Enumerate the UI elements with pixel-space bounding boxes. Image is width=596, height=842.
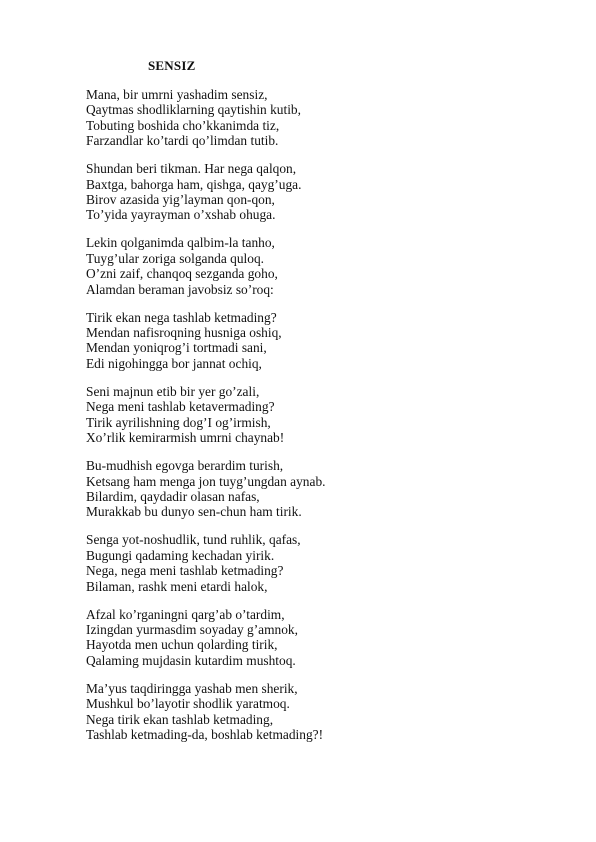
poem-line: Mendan nafisroqning husniga oshiq, [86,325,282,341]
stanza [86,384,566,446]
poem-line: Bilaman, rashk meni etardi halok, [86,578,268,594]
poem-line: Seni majnun etib bir yer go’zali, [86,383,260,399]
poem-line: Tobuting boshida cho’kkanimda tiz, [86,117,280,133]
poem-line: Lekin qolganimda qalbim-la tanho, [86,235,275,251]
poem-line: Qalaming mujdasin kutardim mushtoq. [86,652,296,668]
poem-body [86,87,566,755]
poem-line: Ketsang ham menga jon tuyg’ungdan aynab. [86,473,326,489]
poem-line: Nega, nega meni tashlab ketmading? [86,563,284,579]
poem-line: Baxtga, bahorga ham, qishga, qayg’uga. [86,176,302,192]
poem-line: Izingdan yurmasdim soyaday g’amnok, [86,621,298,637]
poem-line: Senga yot-noshudlik, tund ruhlik, qafas, [86,532,301,548]
poem-line: Edi nigohingga bor jannat ochiq, [86,355,262,371]
poem-line: Alamdan beraman javobsiz so’roq: [86,281,274,297]
poem-line: Tuyg’ular zoriga solganda quloq. [86,250,265,266]
poem-line: Bugungi qadaming kechadan yirik. [86,547,275,563]
stanza [86,87,566,149]
stanza [86,681,566,743]
poem-line: Nega tirik ekan tashlab ketmading, [86,711,274,727]
poem-line: Xo’rlik kemirarmish umrni chaynab! [86,430,285,446]
poem-line: Qaytmas shodliklarning qaytishin kutib, [86,102,301,118]
poem-line: Mana, bir umrni yashadim sensiz, [86,87,268,102]
poem-line: Ma’yus taqdiringga yashab men sherik, [86,680,298,696]
poem-line: Murakkab bu dunyo sen-chun ham tirik. [86,504,302,520]
stanza [86,161,566,223]
poem-line: Mendan yoniqrog’i tortmadi sani, [86,340,267,356]
poem-line: Tashlab ketmading-da, boshlab ketmading?! [86,726,324,742]
poem-line: O’zni zaif, chanqoq sezganda goho, [86,266,278,282]
stanza [86,532,566,594]
poem-line: Tirik ekan nega tashlab ketmading? [86,309,277,325]
poem-line: Afzal ko’rganingni qarg’ab o’tardim, [86,606,285,622]
poem-line: Hayotda men uchun qolarding tirik, [86,637,278,653]
stanza [86,607,566,669]
stanza [86,235,566,297]
poem-line: Mushkul bo’layotir shodlik yaratmoq. [86,696,290,712]
poem-line: Nega meni tashlab ketavermading? [86,399,275,415]
poem-line: To’yida yayrayman o’xshab ohuga. [86,207,276,223]
poem-line: Birov azasida yig’layman qon-qon, [86,192,275,208]
stanza [86,458,566,520]
poem-line: Shundan beri tikman. Har nega qalqon, [86,161,297,177]
poem-title: SENSIZ [148,58,196,73]
poem-line: Farzandlar ko’tardi qo’limdan tutib. [86,133,279,149]
stanza [86,310,566,372]
poem-line: Tirik ayrilishning dog’I og’irmish, [86,414,271,430]
poem-line: Bu-mudhish egovga berardim turish, [86,458,284,474]
poem-line: Bilardim, qaydadir olasan nafas, [86,488,260,504]
